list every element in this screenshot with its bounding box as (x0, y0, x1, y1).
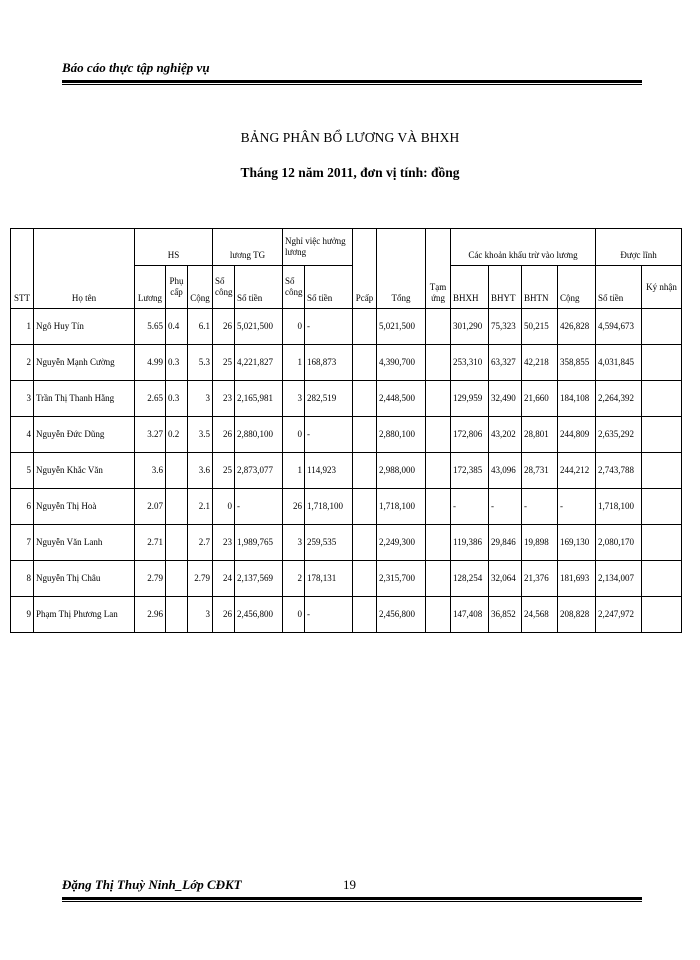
cell-cong-kt: 208,828 (558, 597, 596, 633)
cell-bhxh: 147,408 (451, 597, 489, 633)
cell-stt: 8 (11, 561, 34, 597)
cell-so-cong-nv: 2 (283, 561, 305, 597)
col-so-tien-nv: Số tiền (305, 266, 353, 309)
cell-bhxh: - (451, 489, 489, 525)
col-so-cong-nv: Số công (283, 266, 305, 309)
cell-luong: 4.99 (135, 345, 166, 381)
cell-tam-ung (426, 309, 451, 345)
cell-ho-ten: Nguyễn Mạnh Cường (34, 345, 135, 381)
cell-so-cong-tg: 23 (213, 381, 235, 417)
cell-tong: 2,988,000 (377, 453, 426, 489)
cell-tong: 5,021,500 (377, 309, 426, 345)
cell-tam-ung (426, 489, 451, 525)
cell-bhtn: 19,898 (522, 525, 558, 561)
cell-pcap (353, 381, 377, 417)
cell-bhyt: 36,852 (489, 597, 522, 633)
cell-so-tien-dl: 4,031,845 (596, 345, 642, 381)
cell-so-tien-tg: 2,873,077 (235, 453, 283, 489)
table-row (11, 525, 682, 561)
cell-so-cong-nv: 26 (283, 489, 305, 525)
cell-so-cong-nv: 3 (283, 525, 305, 561)
table-row (11, 381, 682, 417)
cell-so-tien-tg: 2,165,981 (235, 381, 283, 417)
cell-so-tien-dl: 1,718,100 (596, 489, 642, 525)
cell-bhyt: - (489, 489, 522, 525)
table-body (11, 309, 682, 633)
cell-stt: 7 (11, 525, 34, 561)
cell-stt: 2 (11, 345, 34, 381)
cell-luong: 2.71 (135, 525, 166, 561)
cell-bhxh: 172,806 (451, 417, 489, 453)
cell-phu-cap (166, 561, 188, 597)
header-rule (62, 80, 642, 85)
cell-bhtn: 42,218 (522, 345, 558, 381)
cell-so-cong-nv: 3 (283, 381, 305, 417)
header-row-groups (11, 229, 682, 266)
document-subtitle: Tháng 12 năm 2011, đơn vị tính: đồng (240, 165, 460, 180)
cell-bhyt: 29,846 (489, 525, 522, 561)
group-khau-tru: Các khoản khấu trừ vào lương (451, 229, 596, 266)
footer-rule (62, 897, 642, 902)
cell-so-cong-tg: 26 (213, 417, 235, 453)
cell-ho-ten: Nguyễn Đức Dũng (34, 417, 135, 453)
cell-cong-hs: 3 (188, 597, 213, 633)
cell-bhxh: 119,386 (451, 525, 489, 561)
cell-bhxh: 301,290 (451, 309, 489, 345)
cell-bhtn: 50,215 (522, 309, 558, 345)
cell-bhxh: 128,254 (451, 561, 489, 597)
cell-tam-ung (426, 561, 451, 597)
col-ho-ten: Họ tên (34, 229, 135, 309)
cell-so-tien-nv: 178,131 (305, 561, 353, 597)
group-nghi-viec: Nghỉ việc hưởng lương (283, 229, 353, 266)
table-row (11, 417, 682, 453)
col-bhyt: BHYT (489, 266, 522, 309)
cell-cong-hs: 5.3 (188, 345, 213, 381)
cell-so-tien-dl: 2,743,788 (596, 453, 642, 489)
cell-pcap (353, 453, 377, 489)
cell-ky-nhan (642, 453, 682, 489)
col-tam-ung: Tạm ứng (426, 229, 451, 309)
col-pcap: Pcấp (353, 229, 377, 309)
cell-tam-ung (426, 597, 451, 633)
cell-so-tien-tg: 4,221,827 (235, 345, 283, 381)
cell-cong-kt: 244,212 (558, 453, 596, 489)
cell-tam-ung (426, 381, 451, 417)
cell-ho-ten: Nguyễn Thị Hoà (34, 489, 135, 525)
cell-tong: 2,315,700 (377, 561, 426, 597)
cell-bhxh: 253,310 (451, 345, 489, 381)
cell-phu-cap: 0.3 (166, 381, 188, 417)
cell-cong-kt: - (558, 489, 596, 525)
cell-so-tien-nv: 114,923 (305, 453, 353, 489)
cell-cong-hs: 2.79 (188, 561, 213, 597)
table-row (11, 597, 682, 633)
cell-stt: 5 (11, 453, 34, 489)
cell-so-tien-dl: 2,264,392 (596, 381, 642, 417)
cell-so-tien-tg: 1,989,765 (235, 525, 283, 561)
cell-luong: 3.27 (135, 417, 166, 453)
cell-cong-kt: 426,828 (558, 309, 596, 345)
cell-pcap (353, 525, 377, 561)
col-bhtn: BHTN (522, 266, 558, 309)
cell-so-tien-nv: 259,535 (305, 525, 353, 561)
cell-ky-nhan (642, 381, 682, 417)
cell-so-tien-tg: - (235, 489, 283, 525)
cell-ho-ten: Phạm Thị Phương Lan (34, 597, 135, 633)
cell-so-cong-tg: 25 (213, 345, 235, 381)
cell-stt: 9 (11, 597, 34, 633)
cell-so-tien-nv: 282,519 (305, 381, 353, 417)
cell-phu-cap (166, 525, 188, 561)
cell-so-tien-tg: 2,137,569 (235, 561, 283, 597)
cell-pcap (353, 309, 377, 345)
cell-cong-kt: 244,809 (558, 417, 596, 453)
cell-so-cong-tg: 26 (213, 309, 235, 345)
cell-tam-ung (426, 453, 451, 489)
cell-stt: 1 (11, 309, 34, 345)
cell-tam-ung (426, 345, 451, 381)
page-header: Báo cáo thực tập nghiệp vụ (62, 60, 210, 75)
col-ky-nhan: Ký nhận (642, 266, 682, 309)
cell-bhyt: 63,327 (489, 345, 522, 381)
cell-phu-cap (166, 453, 188, 489)
cell-bhtn: 24,568 (522, 597, 558, 633)
cell-bhyt: 32,064 (489, 561, 522, 597)
cell-bhtn: 21,660 (522, 381, 558, 417)
cell-so-tien-nv: 1,718,100 (305, 489, 353, 525)
cell-tong: 2,448,500 (377, 381, 426, 417)
cell-bhtn: 21,376 (522, 561, 558, 597)
cell-luong: 2.07 (135, 489, 166, 525)
cell-bhxh: 172,385 (451, 453, 489, 489)
cell-stt: 3 (11, 381, 34, 417)
cell-so-tien-tg: 2,456,800 (235, 597, 283, 633)
cell-tam-ung (426, 525, 451, 561)
cell-luong: 2.79 (135, 561, 166, 597)
cell-luong: 3.6 (135, 453, 166, 489)
cell-ky-nhan (642, 561, 682, 597)
col-tong: Tổng (377, 229, 426, 309)
cell-ky-nhan (642, 345, 682, 381)
cell-so-cong-nv: 0 (283, 597, 305, 633)
cell-luong: 2.96 (135, 597, 166, 633)
cell-tong: 1,718,100 (377, 489, 426, 525)
table-row (11, 345, 682, 381)
page-footer: Đặng Thị Thuỳ Ninh_Lớp CĐKT (62, 877, 242, 892)
col-cong-kt: Cộng (558, 266, 596, 309)
cell-cong-hs: 6.1 (188, 309, 213, 345)
cell-bhyt: 43,202 (489, 417, 522, 453)
cell-cong-kt: 358,855 (558, 345, 596, 381)
cell-so-tien-nv: 168,873 (305, 345, 353, 381)
cell-so-cong-nv: 1 (283, 345, 305, 381)
cell-so-tien-dl: 2,080,170 (596, 525, 642, 561)
col-so-tien-tg: Số tiền (235, 266, 283, 309)
cell-pcap (353, 417, 377, 453)
cell-pcap (353, 597, 377, 633)
cell-cong-kt: 184,108 (558, 381, 596, 417)
cell-ky-nhan (642, 597, 682, 633)
cell-phu-cap (166, 489, 188, 525)
cell-luong: 2.65 (135, 381, 166, 417)
cell-luong: 5.65 (135, 309, 166, 345)
col-cong-hs: Cộng (188, 266, 213, 309)
cell-so-tien-nv: - (305, 417, 353, 453)
cell-ho-ten: Nguyễn Thị Châu (34, 561, 135, 597)
group-hs: HS (135, 229, 213, 266)
cell-so-cong-nv: 1 (283, 453, 305, 489)
cell-ky-nhan (642, 525, 682, 561)
cell-so-cong-tg: 23 (213, 525, 235, 561)
cell-ky-nhan (642, 489, 682, 525)
cell-pcap (353, 561, 377, 597)
cell-cong-hs: 3.6 (188, 453, 213, 489)
cell-so-tien-nv: - (305, 597, 353, 633)
cell-so-tien-dl: 2,247,972 (596, 597, 642, 633)
salary-table (10, 228, 682, 633)
col-stt: STT (11, 229, 34, 309)
cell-stt: 6 (11, 489, 34, 525)
table-row (11, 309, 682, 345)
cell-bhyt: 75,323 (489, 309, 522, 345)
cell-bhyt: 43,096 (489, 453, 522, 489)
cell-cong-hs: 2.1 (188, 489, 213, 525)
cell-stt: 4 (11, 417, 34, 453)
cell-so-cong-tg: 0 (213, 489, 235, 525)
cell-bhtn: 28,731 (522, 453, 558, 489)
cell-so-tien-nv: - (305, 309, 353, 345)
document-title: BẢNG PHÂN BỔ LƯƠNG VÀ BHXH (240, 130, 460, 145)
cell-bhtn: - (522, 489, 558, 525)
cell-ho-ten: Ngô Huy Tín (34, 309, 135, 345)
cell-tong: 2,880,100 (377, 417, 426, 453)
group-luong-tg: lương TG (213, 229, 283, 266)
table-row (11, 453, 682, 489)
cell-so-cong-nv: 0 (283, 417, 305, 453)
cell-bhyt: 32,490 (489, 381, 522, 417)
cell-cong-hs: 3.5 (188, 417, 213, 453)
col-luong: Lương (135, 266, 166, 309)
cell-phu-cap: 0.3 (166, 345, 188, 381)
table-row (11, 489, 682, 525)
cell-cong-hs: 2.7 (188, 525, 213, 561)
cell-cong-hs: 3 (188, 381, 213, 417)
cell-tong: 2,249,300 (377, 525, 426, 561)
cell-pcap (353, 345, 377, 381)
cell-so-cong-nv: 0 (283, 309, 305, 345)
cell-so-tien-dl: 4,594,673 (596, 309, 642, 345)
cell-tong: 4,390,700 (377, 345, 426, 381)
cell-pcap (353, 489, 377, 525)
col-so-cong-tg: Số công (213, 266, 235, 309)
cell-ho-ten: Nguyễn Khắc Văn (34, 453, 135, 489)
cell-ho-ten: Nguyễn Văn Lanh (34, 525, 135, 561)
cell-phu-cap (166, 597, 188, 633)
cell-ky-nhan (642, 417, 682, 453)
cell-tong: 2,456,800 (377, 597, 426, 633)
group-duoc-linh: Được lĩnh (596, 229, 682, 266)
cell-cong-kt: 169,130 (558, 525, 596, 561)
cell-so-cong-tg: 26 (213, 597, 235, 633)
page-number: 19 (343, 877, 356, 892)
cell-so-cong-tg: 25 (213, 453, 235, 489)
cell-phu-cap: 0.2 (166, 417, 188, 453)
cell-cong-kt: 181,693 (558, 561, 596, 597)
cell-so-cong-tg: 24 (213, 561, 235, 597)
cell-bhtn: 28,801 (522, 417, 558, 453)
cell-so-tien-dl: 2,134,007 (596, 561, 642, 597)
cell-ky-nhan (642, 309, 682, 345)
table-row (11, 561, 682, 597)
cell-bhxh: 129,959 (451, 381, 489, 417)
cell-so-tien-dl: 2,635,292 (596, 417, 642, 453)
cell-ho-ten: Trần Thị Thanh Hằng (34, 381, 135, 417)
cell-so-tien-tg: 5,021,500 (235, 309, 283, 345)
col-phu-cap: Phụ cấp (166, 266, 188, 309)
cell-phu-cap: 0.4 (166, 309, 188, 345)
cell-so-tien-tg: 2,880,100 (235, 417, 283, 453)
col-so-tien-dl: Số tiền (596, 266, 642, 309)
cell-tam-ung (426, 417, 451, 453)
col-bhxh: BHXH (451, 266, 489, 309)
